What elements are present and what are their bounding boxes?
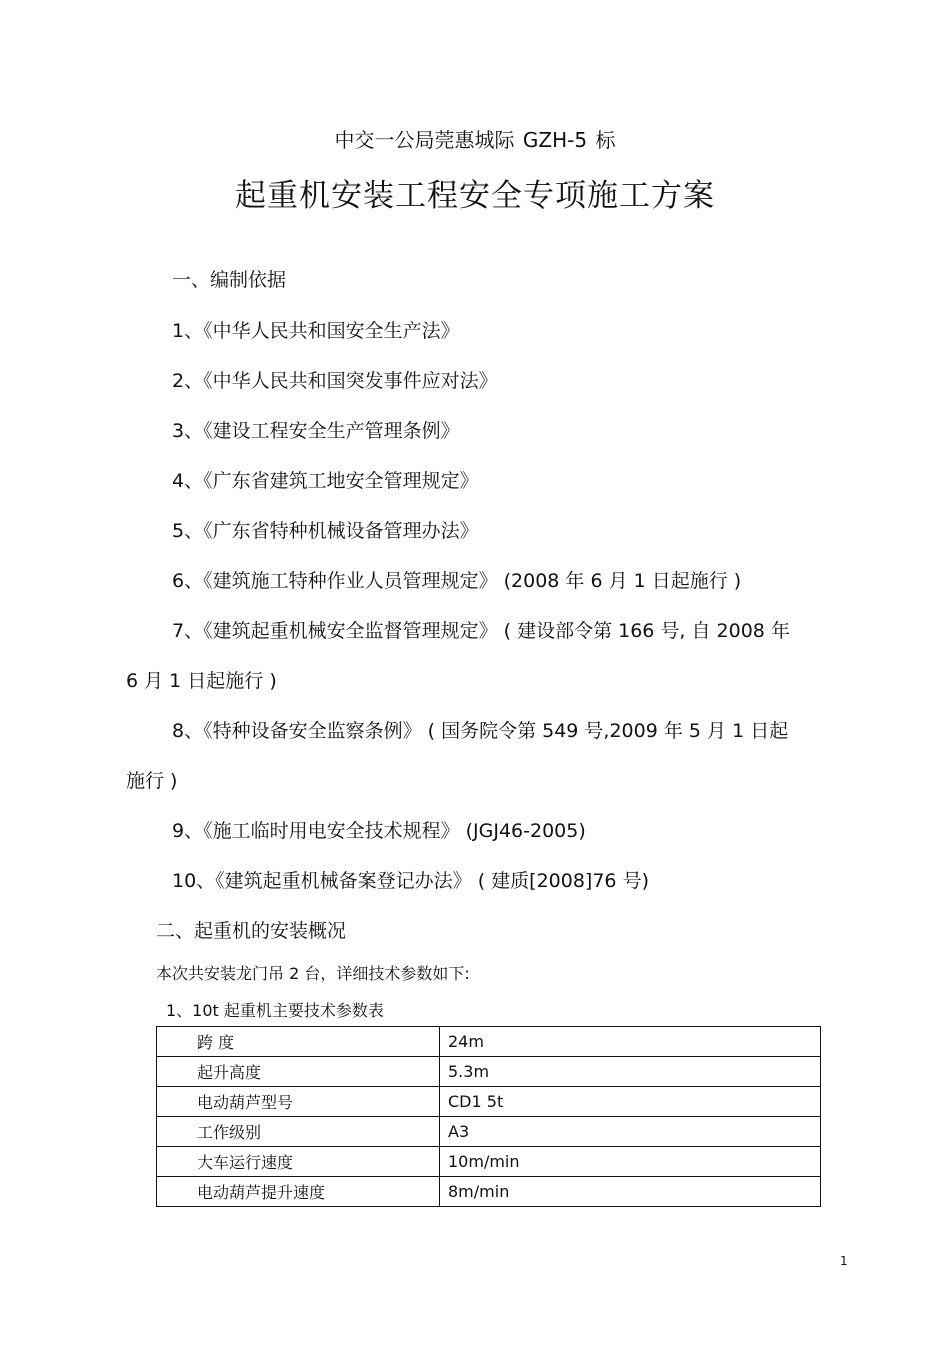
parameter-value-cell: 24m — [440, 1027, 821, 1057]
parameter-name-cell: 工作级别 — [157, 1117, 440, 1147]
parameter-name-cell: 大车运行速度 — [157, 1147, 440, 1177]
table-row — [157, 1147, 821, 1177]
basis-item-8-continued: 施行 ) — [126, 770, 178, 792]
parameter-name-cell: 电动葫芦提升速度 — [157, 1177, 440, 1207]
table-row — [157, 1087, 821, 1117]
parameter-value-cell: CD1 5t — [440, 1087, 821, 1117]
basis-item-5: 5、《广东省特种机械设备管理办法》 — [172, 520, 479, 542]
document-title: 起重机安装工程安全专项施工方案 — [235, 178, 715, 214]
basis-item-2: 2、《中华人民共和国突发事件应对法》 — [172, 370, 498, 392]
table-row — [157, 1057, 821, 1087]
parameter-name-cell: 电动葫芦型号 — [157, 1087, 440, 1117]
table-row — [157, 1117, 821, 1147]
basis-item-6: 6、《建筑施工特种作业人员管理规定》 (2008 年 6 月 1 日起施行 ) — [172, 570, 742, 592]
basis-item-7: 7、《建筑起重机械安全监督管理规定》 ( 建设部令第 166 号, 自 2008 年 — [172, 620, 790, 642]
document-subtitle: 中交一公局莞惠城际 GZH-5 标 — [334, 128, 616, 152]
section-heading-basis: 一、编制依据 — [172, 269, 287, 291]
table-row — [157, 1177, 821, 1207]
parameter-name-cell: 起升高度 — [157, 1057, 440, 1087]
basis-item-4: 4、《广东省建筑工地安全管理规定》 — [172, 470, 479, 492]
table-caption: 1、10t 起重机主要技术参数表 — [166, 1001, 384, 1020]
basis-item-7-continued: 6 月 1 日起施行 ) — [126, 670, 277, 692]
basis-item-9: 9、《施工临时用电安全技术规程》 (JGJ46-2005) — [172, 820, 586, 842]
parameter-value-cell: 10m/min — [440, 1147, 821, 1177]
parameter-name-cell: 跨 度 — [157, 1027, 440, 1057]
overview-intro: 本次共安装龙门吊 2 台，详细技术参数如下: — [156, 964, 470, 983]
basis-item-3: 3、《建设工程安全生产管理条例》 — [172, 420, 460, 442]
basis-item-1: 1、《中华人民共和国安全生产法》 — [172, 320, 460, 342]
parameter-value-cell: 5.3m — [440, 1057, 821, 1087]
table-row — [157, 1027, 821, 1057]
basis-item-8: 8、《特种设备安全监察条例》 ( 国务院令第 549 号,2009 年 5 月 1 日起 — [172, 720, 789, 742]
basis-item-10: 10、《建筑起重机械备案登记办法》 ( 建质[2008]76 号) — [172, 870, 649, 892]
page-number: 1 — [840, 1254, 848, 1268]
parameter-value-cell: 8m/min — [440, 1177, 821, 1207]
crane-parameters-table — [156, 1026, 821, 1207]
parameter-value-cell: A3 — [440, 1117, 821, 1147]
section-heading-overview: 二、起重机的安装概况 — [156, 920, 347, 942]
